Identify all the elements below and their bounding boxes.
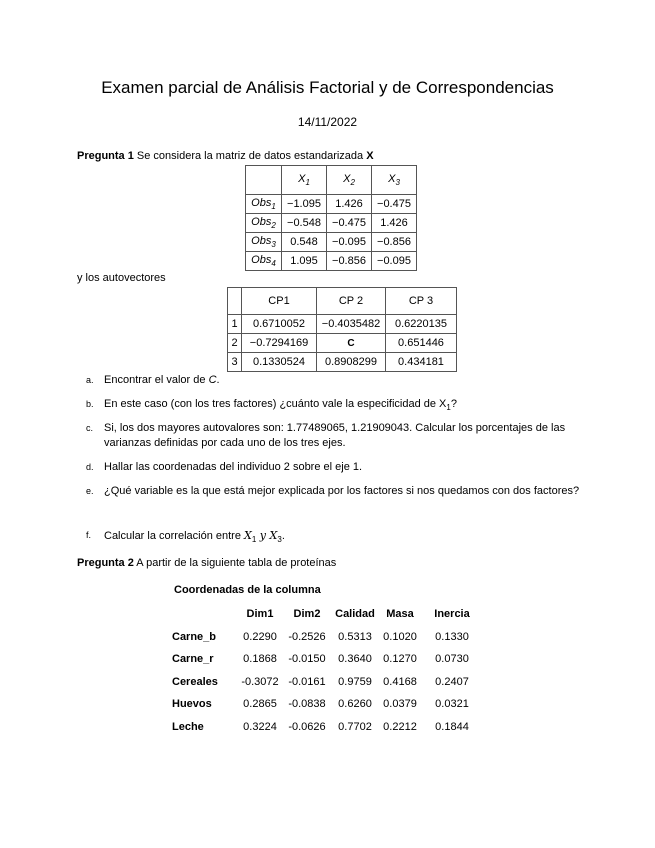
- item-text: [104, 373, 584, 388]
- column-header: CP 2: [317, 288, 386, 315]
- table-row: [228, 315, 457, 334]
- column-header-base: X: [298, 172, 306, 185]
- table-cell: −1.095: [282, 195, 327, 214]
- table-cell: −0.7294169: [242, 334, 317, 353]
- table-row: [168, 716, 484, 739]
- column-header: CP1: [242, 288, 317, 315]
- item-text-tail: ?: [450, 398, 457, 410]
- item-text-tail: .: [216, 374, 220, 386]
- table-cell: 0.1020: [383, 630, 417, 643]
- table-cell: −0.475: [372, 195, 417, 214]
- item-marker: d.: [86, 462, 94, 472]
- question-2-label: Pregunta 2: [77, 557, 134, 569]
- table-cell: −0.475: [327, 214, 372, 233]
- math-variable: X: [269, 529, 278, 542]
- table-cell: -0.0626: [288, 720, 326, 733]
- item-marker: f.: [86, 530, 92, 540]
- row-label-sub: 2: [271, 221, 276, 231]
- table-cell: −0.548: [282, 214, 327, 233]
- item-marker: a.: [86, 375, 94, 385]
- question-1-statement: [77, 150, 374, 162]
- math-variable-sub: 3: [277, 535, 282, 545]
- row-label-sub: 1: [271, 202, 276, 212]
- table-cell: 0.548: [282, 233, 327, 252]
- table-cell: 0.2865: [243, 698, 277, 711]
- item-text: Si, los dos mayores autovalores son: 1.77489065, 1.21909043. Calcular los porcentajes de las varianzas definidas por cada uno de los tres ejes.: [104, 422, 566, 449]
- math-conjunction: y: [256, 529, 270, 542]
- table-cell: 0.2212: [383, 720, 417, 733]
- table-cell: 0.1868: [243, 653, 277, 666]
- table-cell: 1.426: [327, 195, 372, 214]
- item-marker: c.: [86, 423, 94, 433]
- eigenvectors-table: [227, 287, 457, 372]
- item-text-main: Calcular la correlación entre: [104, 530, 245, 542]
- column-header: CP 3: [386, 288, 457, 315]
- row-label: Carne_b: [172, 630, 217, 643]
- row-index: 1: [228, 315, 242, 334]
- item-text: [104, 397, 584, 415]
- table-cell: -0.0161: [288, 675, 326, 688]
- column-header-base: X: [388, 172, 396, 185]
- table-cell: 0.0730: [435, 653, 469, 666]
- column-header: Dim1: [246, 608, 274, 621]
- table-cell: 0.0321: [435, 698, 469, 711]
- table-row: [168, 626, 484, 649]
- column-header-sub: 2: [350, 178, 355, 188]
- table-cell: 1.095: [282, 252, 327, 271]
- table-cell: 0.9759: [338, 675, 372, 688]
- column-header-sub: 1: [305, 178, 310, 188]
- row-label: [246, 195, 282, 214]
- table-header-row: [246, 166, 417, 195]
- table-row: [246, 252, 417, 271]
- table-cell: 0.8908299: [317, 353, 386, 372]
- table-cell: 1.426: [372, 214, 417, 233]
- document-date: 14/11/2022: [297, 115, 358, 129]
- question-2-statement: [77, 557, 336, 569]
- coordinates-table: [168, 603, 484, 738]
- table-cell: -0.3072: [241, 675, 279, 688]
- row-label-sub: 4: [271, 259, 276, 269]
- table-row: [168, 671, 484, 694]
- row-index: 3: [228, 353, 242, 372]
- table-row: [246, 195, 417, 214]
- row-label: [246, 252, 282, 271]
- table-cell: 0.7702: [338, 720, 372, 733]
- row-label: [246, 233, 282, 252]
- table-row: [168, 693, 484, 716]
- unknown-c-cell: C: [317, 334, 386, 353]
- column-header: Dim2: [293, 608, 321, 621]
- table-cell: 0.2407: [435, 675, 469, 688]
- row-label-base: Obs: [251, 196, 272, 209]
- question-2-text: A partir de la siguiente tabla de proteínas: [133, 557, 337, 569]
- column-header: [282, 166, 327, 195]
- coordinates-table-title: Coordenadas de la columna: [174, 584, 321, 596]
- table-cell: 0.3224: [243, 720, 277, 733]
- table-cell: 0.434181: [386, 353, 457, 372]
- math-variable-sub: 1: [251, 535, 257, 545]
- matrix-symbol: X: [366, 150, 374, 162]
- row-label-sub: 3: [271, 240, 276, 250]
- item-text: ¿Qué variable es la que está mejor explicada por los factores si nos quedamos con dos factores?: [104, 485, 580, 497]
- row-label: Leche: [172, 720, 204, 733]
- table-header-row: [228, 288, 457, 315]
- table-cell: 0.1270: [383, 653, 417, 666]
- row-label-base: Obs: [251, 215, 272, 228]
- table-cell: 0.1330: [435, 630, 469, 643]
- math-variable: X: [244, 529, 252, 542]
- table-cell: 0.6710052: [242, 315, 317, 334]
- item-text-emphasis: C: [208, 374, 217, 386]
- table-cell: 0.1844: [435, 720, 469, 733]
- column-header-sub: 3: [395, 178, 400, 188]
- item-text-sub: 1: [446, 403, 451, 413]
- table-cell: 0.1330524: [242, 353, 317, 372]
- table-cell: −0.856: [327, 252, 372, 271]
- row-label-base: Obs: [251, 234, 272, 247]
- table-cell: -0.2526: [288, 630, 326, 643]
- autovectores-intro: y los autovectores: [77, 272, 166, 284]
- row-label: [246, 214, 282, 233]
- column-header: [372, 166, 417, 195]
- row-label-base: Obs: [251, 253, 272, 266]
- document-title: Examen parcial de Análisis Factorial y de Correspondencias: [101, 78, 554, 97]
- item-text-main: Encontrar el valor de: [104, 374, 209, 386]
- column-header: Inercia: [434, 608, 470, 621]
- question-1-text: Se considera la matriz de datos estandarizada: [133, 150, 367, 162]
- row-label: Cereales: [172, 675, 218, 688]
- table-row: [168, 648, 484, 671]
- table-row: [246, 214, 417, 233]
- table-cell: 0.6220135: [386, 315, 457, 334]
- question-1-label: Pregunta 1: [77, 150, 134, 162]
- item-text: Hallar las coordenadas del individuo 2 sobre el eje 1.: [104, 461, 363, 473]
- table-cell: 0.5313: [338, 630, 372, 643]
- item-marker: e.: [86, 486, 94, 496]
- column-header: Calidad: [335, 608, 375, 621]
- table-row: [228, 353, 457, 372]
- table-header-row: [168, 603, 484, 626]
- table-cell: −0.4035482: [317, 315, 386, 334]
- row-index: 2: [228, 334, 242, 353]
- table-cell: 0.6260: [338, 698, 372, 711]
- table-cell: 0.651446: [386, 334, 457, 353]
- column-header: Masa: [386, 608, 414, 621]
- table-row: [228, 334, 457, 353]
- item-text-tail: .: [281, 530, 285, 542]
- table-cell: 0.0379: [383, 698, 417, 711]
- row-label: Huevos: [172, 698, 212, 711]
- table-cell: 0.4168: [383, 675, 417, 688]
- table-cell: -0.0838: [288, 698, 326, 711]
- column-header-base: X: [343, 172, 351, 185]
- table-cell: 0.3640: [338, 653, 372, 666]
- table-corner-cell: [168, 603, 236, 626]
- item-marker: b.: [86, 399, 94, 409]
- table-cell: −0.095: [327, 233, 372, 252]
- table-corner-cell: [246, 166, 282, 195]
- item-text: [104, 528, 584, 547]
- table-row: [246, 233, 417, 252]
- table-cell: 0.2290: [243, 630, 277, 643]
- row-label: Carne_r: [172, 653, 214, 666]
- table-cell: −0.095: [372, 252, 417, 271]
- table-cell: -0.0150: [288, 653, 326, 666]
- table-cell: −0.856: [372, 233, 417, 252]
- data-matrix-table: [245, 165, 417, 271]
- item-text-main: En este caso (con los tres factores) ¿cuánto vale la especificidad de X: [104, 398, 447, 410]
- column-header: [327, 166, 372, 195]
- table-corner-cell: [228, 288, 242, 315]
